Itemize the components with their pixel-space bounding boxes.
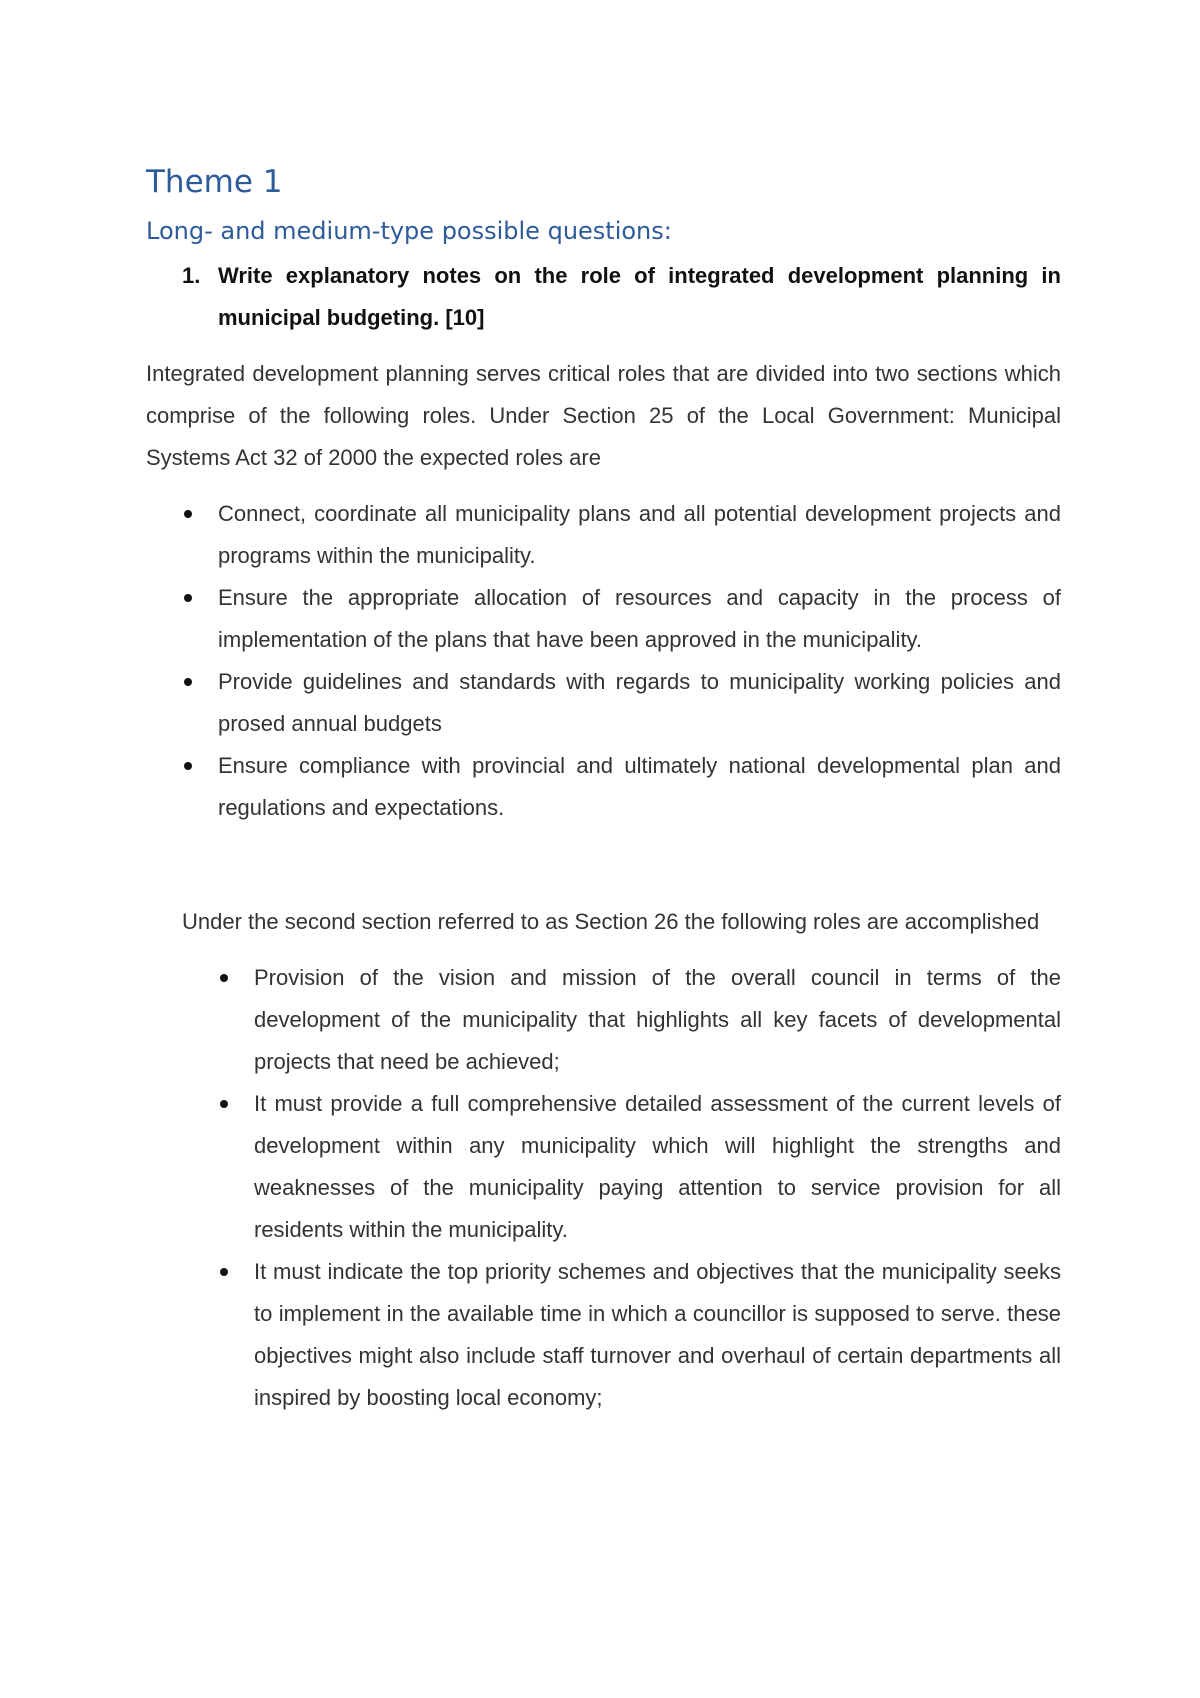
list-item [182,1251,1061,1419]
section26-paragraph: Under the second section referred to as Section 26 the following roles are accomplished [182,909,1040,935]
section-subtitle: Long- and medium-type possible questions: [146,217,672,246]
list-item-text: It must provide a full comprehensive detailed assessment of the current levels of development within any municipality which will highlight the strengths and weaknesses of the municipality paying attention to service provision for all residents within the municipality. [254,1091,1061,1243]
bullet-icon [184,594,192,602]
bullet-icon [220,1100,228,1108]
list-item-text: Ensure compliance with provincial and ultimately national developmental plan and regulations and expectations. [218,753,1061,821]
page-title: Theme 1 [146,164,283,200]
question-text: Write explanatory notes on the role of integrated development planning in municipal budgeting. [10] [218,263,1061,331]
list-item-text: Ensure the appropriate allocation of resources and capacity in the process of implementation of the plans that have been approved in the municipality. [218,585,1061,653]
bullet-icon [184,678,192,686]
list-item-text: Provide guidelines and standards with regards to municipality working policies and prosed annual budgets [218,669,1061,737]
list-item [146,493,1061,577]
question-item [146,255,1061,339]
bullet-icon [184,510,192,518]
question-number: 1. [182,263,201,289]
list-item-text: Connect, coordinate all municipality plans and all potential development projects and programs within the municipality. [218,501,1061,569]
list-item [182,1083,1061,1251]
list-item [146,661,1061,745]
bullet-icon [184,762,192,770]
document-content [146,164,1061,1419]
list-item-text: Provision of the vision and mission of the overall council in terms of the development of the municipality that highlights all key facets of developmental projects that need be achieved; [254,965,1061,1075]
list-item-text: It must indicate the top priority schemes and objectives that the municipality seeks to implement in the available time in which a councillor is supposed to serve. these objectives might also include staff turnover and overhaul of certain departments all inspired by boosting local economy; [254,1259,1061,1411]
section26-bullet-list [182,957,1061,1419]
section26-block [182,901,1061,1419]
list-item [182,957,1061,1083]
bullet-icon [220,974,228,982]
section25-bullet-list [146,493,1061,829]
intro-paragraph: Integrated development planning serves critical roles that are divided into two sections which comprise of the following roles. Under Section 25 of the Local Government: Municipal Systems Act 32 of 2000 the expected roles are [146,361,1061,471]
list-item [146,577,1061,661]
list-item [146,745,1061,829]
bullet-icon [220,1268,228,1276]
